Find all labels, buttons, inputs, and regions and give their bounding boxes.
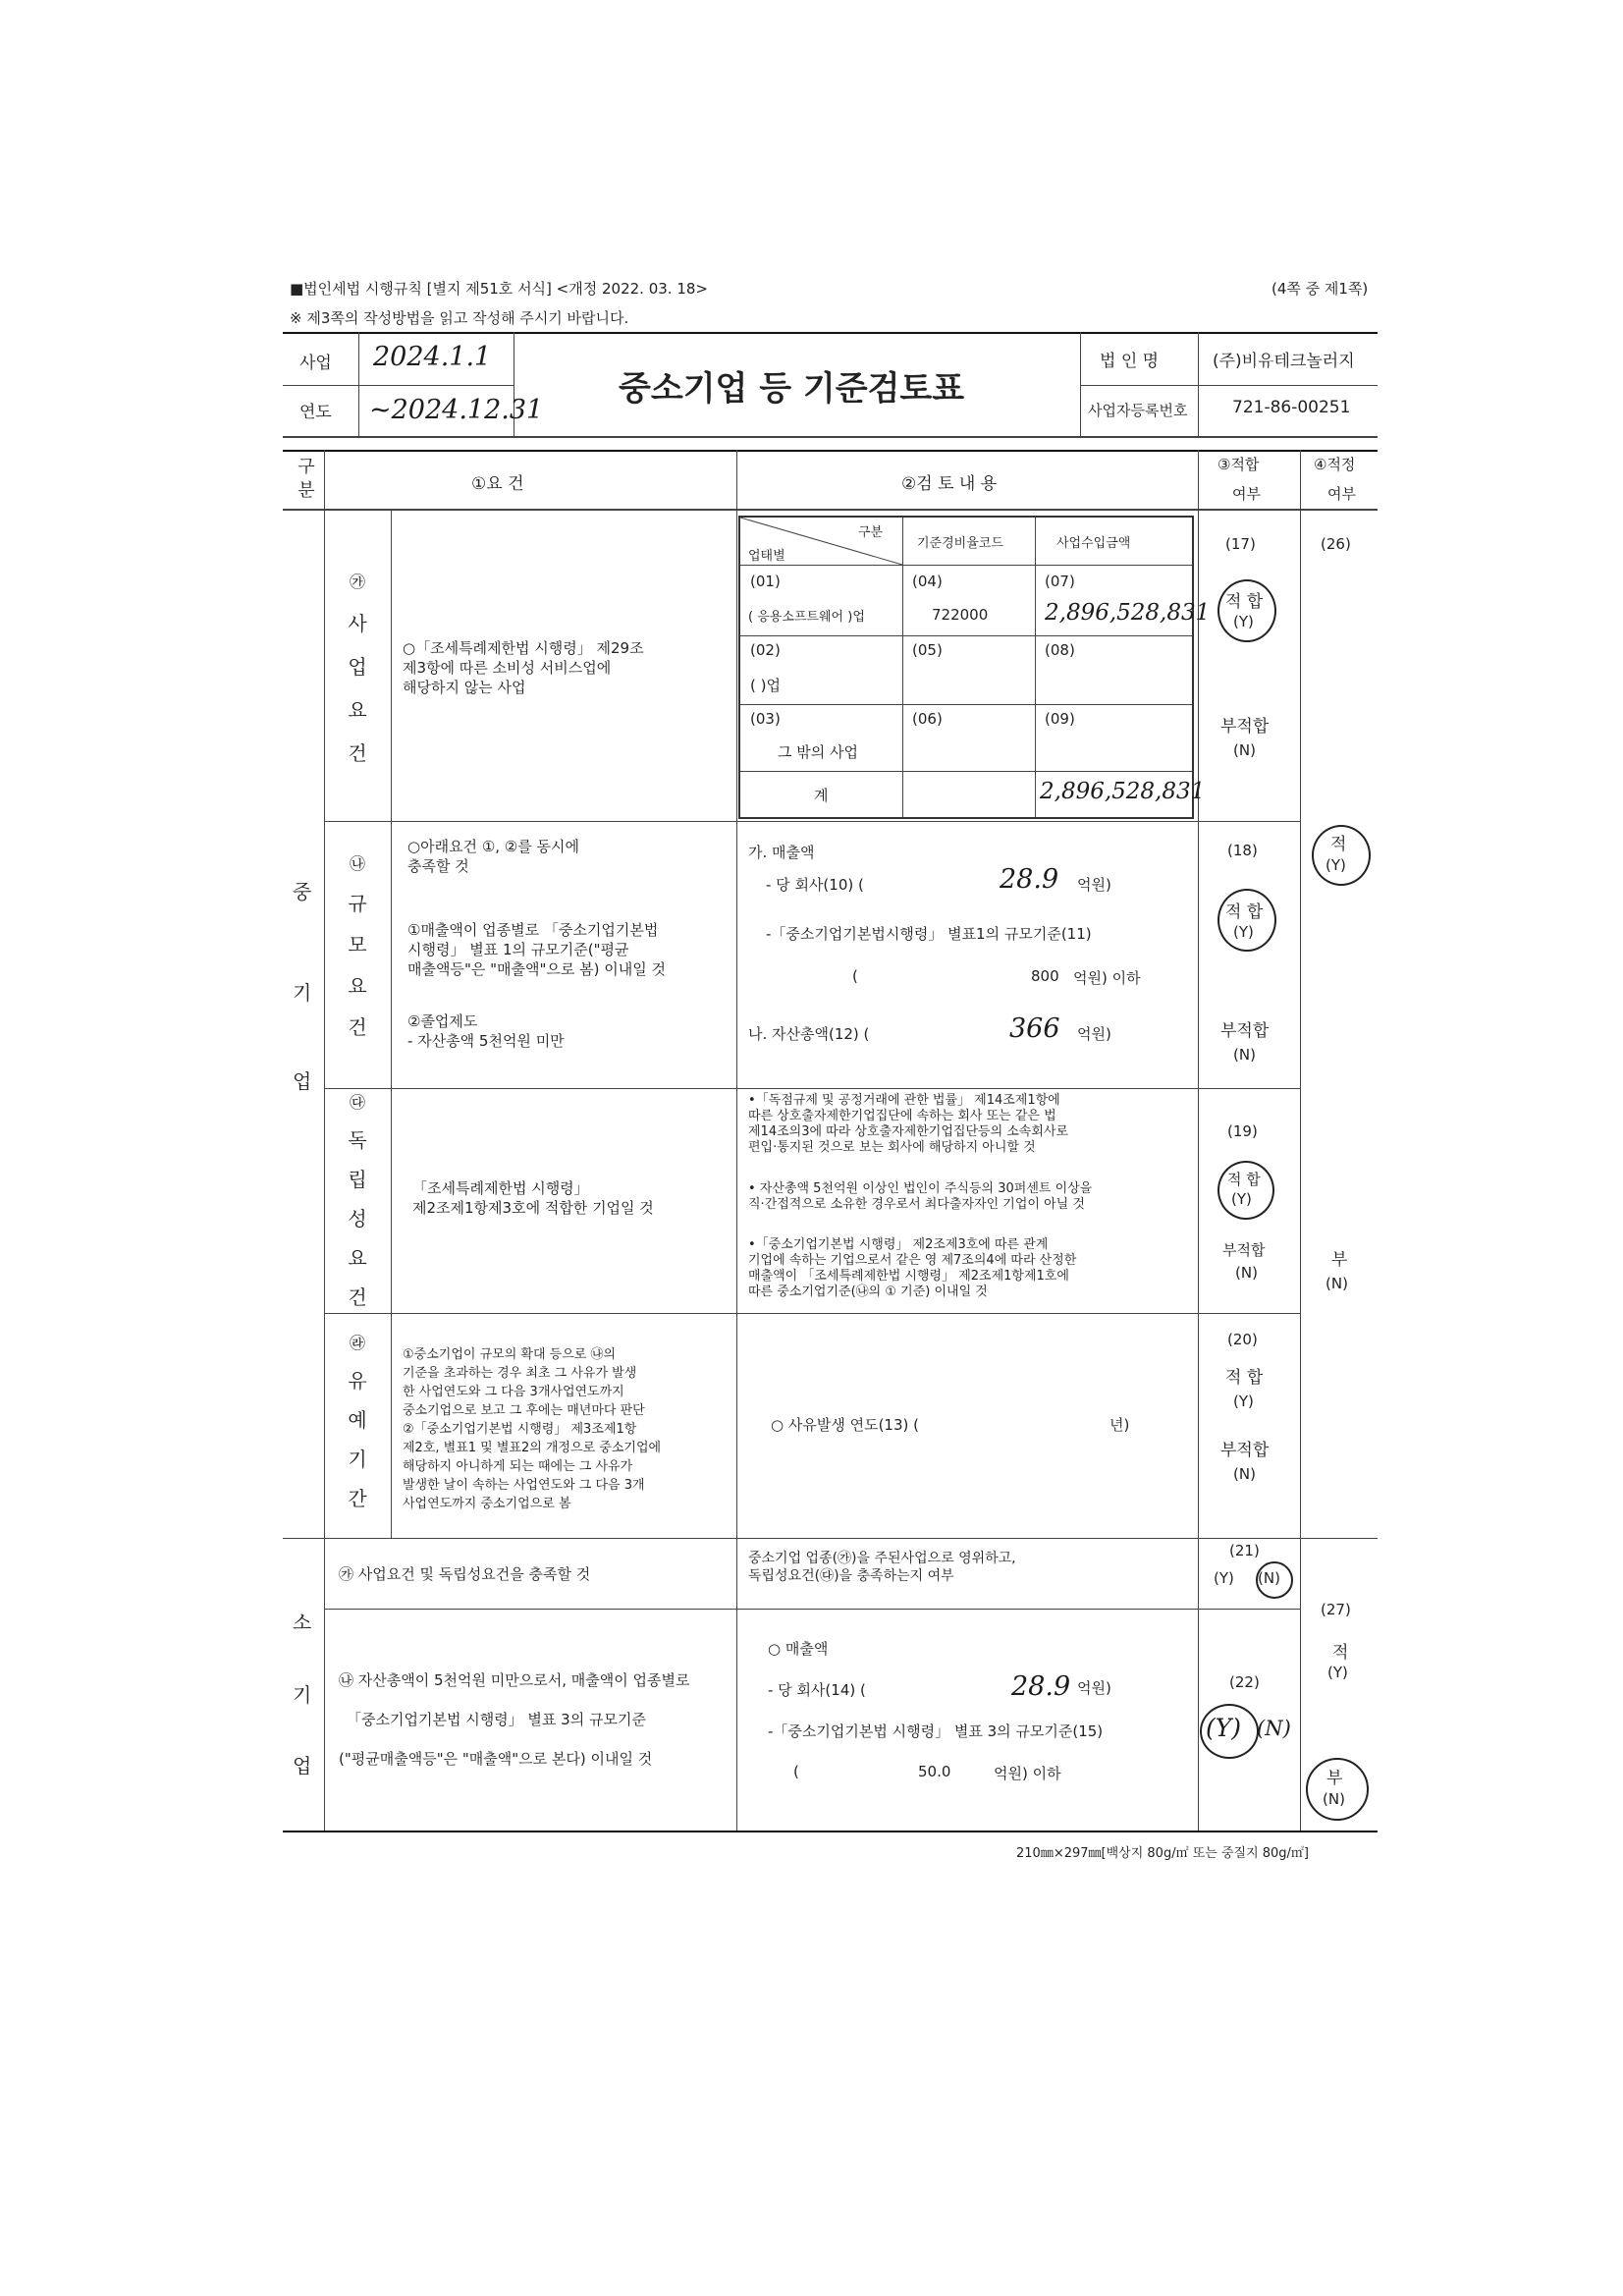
business-label-char-2: 업 (348, 655, 367, 679)
scale-label-char-2: 모 (348, 933, 367, 957)
indep-label (336, 1095, 379, 1307)
business-condition: ○「조세특례제한법 시행령」 제29조 제3항에 따른 소비성 서비스업에 해당하지 않는 사업 (403, 639, 644, 696)
fit4-header-sub: 여부 (1327, 485, 1356, 503)
indep-label-char-4: 요 (348, 1246, 367, 1270)
small-fit-n-1: (N) (1258, 1569, 1280, 1587)
period-start: 2024.1.1 (373, 342, 492, 372)
side-small-3: 업 (293, 1754, 312, 1777)
table-bottom-border (283, 1831, 1378, 1832)
business-label-char-1: 사 (348, 612, 367, 635)
form-title: 중소기업 등 기준검토표 (619, 369, 965, 409)
corp-name-label: 법 인 명 (1100, 352, 1160, 371)
total-amount: 2,896,528,831 (1040, 779, 1206, 804)
grace-label-char-4: 간 (348, 1487, 367, 1510)
period-end: ~2024.12.31 (369, 395, 544, 425)
bizno-value: 721-86-00251 (1232, 398, 1351, 417)
scale-fit-yes-y: (Y) (1233, 923, 1254, 941)
side-sme-1: 중 (293, 880, 312, 903)
grace-condition: ①중소기업이 규모의 확대 등으로 ㉯의 기준을 초과하는 경우 최초 그 사유가 발생 한 사업연도와 그 다음 3개사업연도까지 중소기업으로 보고 그 후에는 매년마다 판단 ②「중소기업기본법 시행령」 제3조제1항 제2호, 별표1 및 별표2의 개정으로 중소기업에 해당하지 아니하게 되는 때에는 그 사유가 발생한 날이 속하는 사업연도와 그 다음 3개 사업연도까지 중소기업으로 봄 (403, 1347, 662, 1511)
title-vline-3 (1080, 332, 1081, 436)
small-req-2a: ㉯ 자산총액이 5천억원 미만으로서, 매출액이 업종별로 (339, 1671, 690, 1689)
title-top-border (283, 332, 1378, 334)
overall-sme-y: (Y) (1325, 856, 1346, 874)
corp-name-value: (주)비유테크놀러지 (1213, 352, 1355, 371)
vline-category (324, 450, 325, 1831)
grace-label (336, 1336, 379, 1508)
small-review-2-line: - 당 회사(14) ( (768, 1681, 866, 1699)
scale-fit-yes: 적 합 (1225, 902, 1264, 922)
small-fit-n-2: (N) (1257, 1717, 1291, 1740)
indep-item-2: • 자산총액 5천억원 이상인 법인이 주식등의 30퍼센트 이상을 직·간접적으로 소유한 경우로서 최다출자자인 기업이 아닐 것 (748, 1181, 1093, 1212)
business-fit-no-label: 부적합 (1220, 717, 1270, 737)
table-top-border (283, 450, 1378, 452)
indep-label-char-5: 건 (348, 1285, 367, 1309)
page-info: (4쪽 중 제1쪽) (1271, 280, 1369, 298)
scale-fit-no-label: 부적합 (1220, 1021, 1270, 1041)
scale-label-char-3: 요 (348, 974, 367, 998)
small-fit-y-1: (Y) (1214, 1569, 1234, 1587)
small-overall-no-label: 부 (1326, 1769, 1343, 1788)
scale-fit-no: (18) (1227, 842, 1258, 859)
category-header-text: 구분 (295, 457, 315, 504)
scale-label-char-1: 규 (348, 892, 367, 915)
line-small-rows (324, 1609, 1300, 1610)
indep-label-char-3: 성 (348, 1207, 367, 1230)
small-review-2-title: ○ 매출액 (768, 1640, 829, 1658)
scale-standard-line: -「중소기업기본법시행령」 별표1의 규모기준(11) (766, 925, 1092, 943)
vline-review (736, 450, 737, 1831)
row1-code-no: (04) (912, 573, 943, 590)
grace-fit-no: (20) (1227, 1331, 1258, 1348)
small-req-1: ㉮ 사업요건 및 독립성요건을 충족할 것 (339, 1565, 591, 1583)
line-indep-grace (324, 1313, 1300, 1314)
row3-code-no: (06) (912, 710, 943, 728)
title-mid-line-left (283, 385, 514, 386)
title-vline-1 (358, 332, 359, 436)
scale-cond-1: ①매출액이 업종별로 「중소기업기본법 시행령」 별표 1의 규모기준("평균 매출액등"은 "매출액"으로 봄) 이내일 것 (407, 921, 666, 978)
grace-fit-no-label: 부적합 (1220, 1441, 1270, 1460)
small-review-1: 중소기업 업종(㉮)을 주된사업으로 영위하고, 독립성요건(㉰)을 충족하는지 여부 (748, 1551, 1016, 1584)
small-review-2-unit: 억원) (1077, 1679, 1111, 1697)
small-review-2-standard: -「중소기업기본법 시행령」 별표 3의 규모기준(15) (768, 1722, 1104, 1740)
indep-fit-no-n: (N) (1235, 1264, 1258, 1282)
vline-fit4 (1300, 450, 1301, 1831)
review-header: ②검 토 내 용 (901, 474, 998, 494)
indep-fit-no: (19) (1227, 1122, 1258, 1140)
row2-name: ( )업 (750, 677, 781, 694)
year-label-2: 연도 (299, 403, 332, 422)
small-review-2-std-unit: 억원) 이하 (994, 1765, 1061, 1782)
scale-asset-line: 나. 자산총액(12) ( (748, 1025, 870, 1043)
business-label (336, 574, 379, 763)
scale-standard-unit: 억원) 이하 (1073, 969, 1141, 987)
grace-review-unit: 년) (1109, 1416, 1130, 1434)
instruction-note: ※ 제3쪽의 작성방법을 읽고 작성해 주시기 바랍니다. (290, 309, 629, 327)
scale-label-mark: ㉯ (349, 854, 365, 873)
row1-amount: 2,896,528,831 (1045, 600, 1211, 626)
small-overall-y: (Y) (1327, 1664, 1348, 1681)
indep-fit-yes: 적 합 (1227, 1171, 1261, 1188)
inner-h4 (740, 771, 1192, 772)
indep-fit-yes-y: (Y) (1231, 1190, 1252, 1208)
indep-item-1: •「독점규제 및 공정거래에 관한 법률」 제14조제1항에 따른 상호출자제한기업집단에 속하는 회사 또는 같은 법 제14조의3에 따라 상호출자제한기업집단등의 소속회사로 편입·통지된 것으로 보는 회사에 해당하지 아니할 것 (748, 1093, 1069, 1155)
scale-sales-label: 가. 매출액 (748, 844, 815, 861)
business-fit-yes-y: (Y) (1233, 613, 1254, 630)
category-header (287, 457, 322, 504)
year-label-1: 사업 (299, 354, 332, 373)
side-small-2: 기 (293, 1683, 312, 1707)
inner-header-revenue: 사업수입금액 (1056, 536, 1131, 551)
inner-header-industry: 업태별 (748, 549, 785, 564)
header-bottom-line (283, 509, 1378, 511)
indep-item-3: •「중소기업기본법 시행령」 제2조제3호에 따른 관계 기업에 속하는 기업으로서 같은 영 제7조의4에 따라 산정한 매출액이 「조세특례제한법 시행령」 제2조제1항제1호에 따른 중소기업기준(㉯의 ① 기준) 이내일 것 (748, 1237, 1077, 1299)
grace-fit-no-n: (N) (1233, 1465, 1256, 1483)
scale-cond-2: ②졸업제도 - 자산총액 5천억원 미만 (407, 1012, 565, 1050)
title-vline-4 (1198, 332, 1199, 436)
grace-label-char-1: 유 (348, 1369, 367, 1393)
paper-spec: 210㎜×297㎜[백상지 80g/㎡ 또는 중질지 80g/㎡] (1016, 1846, 1310, 1861)
scale-sales-value: 28.9 (1000, 864, 1059, 895)
inner-v1 (902, 518, 903, 817)
row2-code-no: (05) (912, 641, 943, 659)
small-fit-no-2: (22) (1229, 1673, 1260, 1691)
scale-standard-open: ( (852, 967, 858, 985)
business-fit-no: (17) (1225, 535, 1256, 553)
bizno-label: 사업자등록번호 (1088, 402, 1188, 419)
business-label-char-3: 요 (348, 698, 367, 722)
scale-label-char-4: 건 (348, 1015, 367, 1039)
small-review-2-std-value: 50.0 (918, 1763, 951, 1780)
inner-header-kubun: 구분 (858, 525, 884, 540)
fit3-header: ③적합 (1217, 456, 1260, 473)
scale-fit-no-n: (N) (1233, 1046, 1256, 1064)
row1-code: 722000 (932, 606, 989, 624)
small-req-2b: 「중소기업기본법 시행령」 별표 3의 규모기준 (347, 1711, 646, 1728)
total-label: 계 (814, 787, 829, 804)
row3-amt-no: (09) (1045, 710, 1075, 728)
requirements-header: ①요 건 (471, 474, 524, 494)
business-label-mark: ㉮ (349, 573, 365, 591)
small-overall-n: (N) (1323, 1790, 1345, 1808)
scale-sales-line: - 당 회사(10) ( (766, 876, 864, 894)
indep-fit-no-label: 부적합 (1222, 1241, 1266, 1259)
indep-label-mark: ㉰ (349, 1093, 365, 1112)
grace-label-mark: ㉱ (349, 1334, 365, 1352)
line-scale-indep (324, 1088, 1300, 1089)
side-small-1: 소 (293, 1611, 312, 1634)
indep-label-char-2: 립 (348, 1168, 367, 1191)
law-reference: ■법인세법 시행규칙 [별지 제51호 서식] <개정 2022. 03. 18> (290, 280, 708, 298)
small-fit-no-1: (21) (1229, 1542, 1260, 1559)
row3-no: (03) (750, 710, 781, 728)
business-label-char-4: 건 (348, 741, 367, 765)
indep-label-char-1: 독 (348, 1128, 367, 1152)
vline-fit3 (1198, 450, 1199, 1831)
row2-no: (02) (750, 641, 781, 659)
title-bottom-border (283, 436, 1378, 438)
row1-no: (01) (750, 573, 781, 590)
scale-asset-value: 366 (1009, 1013, 1060, 1044)
inner-v2 (1035, 518, 1036, 817)
scale-label (336, 856, 379, 1037)
inner-header-code: 기준경비율코드 (917, 536, 1003, 551)
overall-sme-no: (26) (1321, 535, 1351, 553)
overall-indep-no: 부 (1331, 1250, 1348, 1270)
line-business-scale (324, 821, 1300, 822)
row1-name: ( 응용소프트웨어 )업 (748, 610, 865, 625)
grace-label-char-3: 기 (348, 1448, 367, 1471)
small-req-2c: ("평균매출액등"은 "매출액"으로 본다) 이내일 것 (339, 1750, 653, 1768)
inner-h2 (740, 635, 1192, 636)
scale-sales-unit: 억원) (1077, 876, 1111, 894)
row2-amt-no: (08) (1045, 641, 1075, 659)
small-fit-y-2: (Y) (1206, 1714, 1242, 1742)
grace-review: ○ 사유발생 연도(13) ( (771, 1416, 919, 1434)
title-mid-line-right (1080, 385, 1378, 386)
small-review-2-value: 28.9 (1011, 1671, 1071, 1702)
small-review-2-open: ( (793, 1763, 799, 1780)
grace-fit-yes-y: (Y) (1233, 1393, 1254, 1410)
fit3-header-sub: 여부 (1232, 485, 1261, 503)
business-fit-yes: 적 합 (1225, 592, 1264, 612)
business-fit-no-n: (N) (1233, 741, 1256, 759)
scale-standard-value: 800 (1031, 967, 1059, 985)
scale-asset-unit: 억원) (1077, 1025, 1111, 1043)
row3-name: 그 밖의 사업 (778, 743, 858, 761)
grace-fit-yes: 적 합 (1225, 1368, 1264, 1388)
scale-cond-intro: ○아래요건 ①, ②를 동시에 충족할 것 (407, 838, 579, 875)
side-sme-3: 업 (293, 1069, 312, 1093)
inner-h1 (740, 565, 1192, 566)
vline-label (391, 511, 392, 1538)
indep-condition: 「조세특례제한법 시행령」 제2조제1항제3호에 적합한 기업일 것 (412, 1179, 654, 1217)
line-sme-small (283, 1538, 1378, 1539)
side-sme-2: 기 (293, 981, 312, 1005)
overall-indep-n: (N) (1325, 1275, 1348, 1292)
small-overall-yes: 적 (1332, 1643, 1349, 1663)
business-inner-table (738, 516, 1211, 819)
grace-label-char-2: 예 (348, 1408, 367, 1432)
overall-sme-yes: 적 (1330, 835, 1347, 854)
small-overall-no: (27) (1321, 1601, 1351, 1618)
row1-amt-no: (07) (1045, 573, 1075, 590)
inner-h3 (740, 704, 1192, 705)
fit4-header: ④적정 (1314, 456, 1356, 473)
